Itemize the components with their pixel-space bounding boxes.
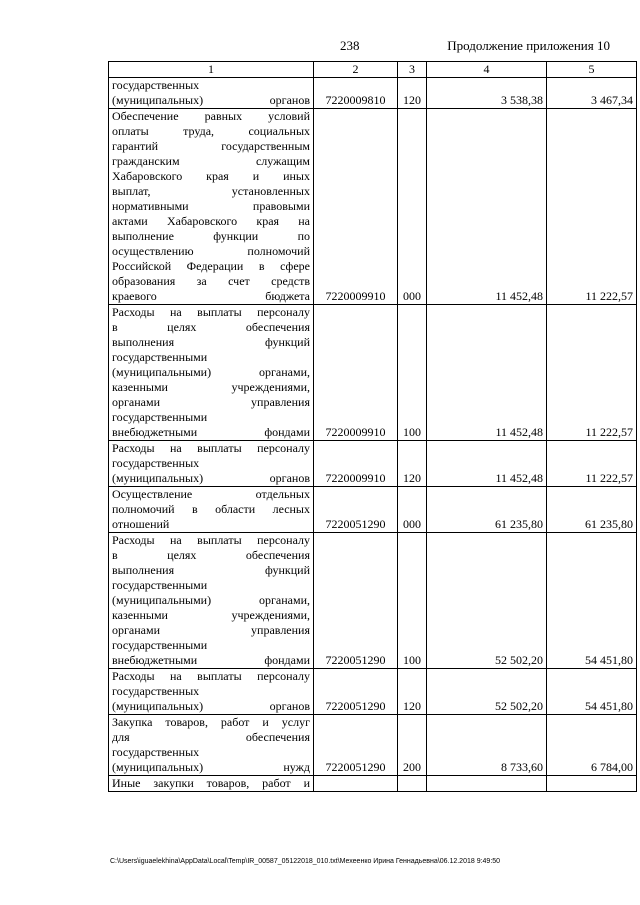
row-name-cell [109,441,314,487]
target-article-code: 7220051290 [314,533,398,669]
row-name-line: государственных [112,78,200,92]
expense-type-code: 100 [398,533,427,669]
row-name-line: актами Хабаровского края на [112,214,310,228]
row-name-line: Расходы на выплаты персоналу [112,441,310,455]
target-article-code: 7220051290 [314,487,398,533]
table-row [109,441,637,487]
page-number: 238 [340,38,360,53]
row-name-line: гражданским служащим [112,154,310,168]
row-name-line: оплаты труда, социальных [112,124,310,138]
amount-year-2: 3 467,34 [547,78,637,109]
column-header: 1 [109,62,314,78]
amount-year-2 [547,776,637,792]
row-name-line: (муниципальных) органов [112,471,310,485]
amount-year-1: 11 452,48 [427,441,547,487]
amount-year-1: 3 538,38 [427,78,547,109]
table-row [109,669,637,715]
appendix-title: Продолжение приложения 10 [447,38,610,53]
target-article-code: 7220009910 [314,109,398,305]
file-path-footer: C:\Users\iguaelekhina\AppData\Local\Temp\IR_00587_05122018_010.txt\Мехеенко Ирина Геннадьевна\06.12.2018 9:49:50 [110,858,501,865]
row-name-line: Российской Федерации в сфере [112,259,310,273]
row-name-line: полномочий в области лесных [112,502,310,516]
row-name-cell [109,715,314,776]
expense-type-code: 120 [398,78,427,109]
row-name-line: органами управления [112,623,310,637]
table-header-row [109,62,637,78]
row-name-cell [109,669,314,715]
row-name-line: для обеспечения [112,730,310,744]
row-name-cell [109,78,314,109]
row-name-cell [109,533,314,669]
row-name-line: казенными учреждениями, [112,380,310,394]
amount-year-2: 54 451,80 [547,533,637,669]
table-row [109,715,637,776]
expense-type-code: 120 [398,669,427,715]
row-name-line: в целях обеспечения [112,320,310,334]
table-body [109,78,637,792]
table-row [109,305,637,441]
row-name-line: выполнения функций [112,335,310,349]
row-name-cell [109,776,314,792]
row-name-line: гарантий государственным [112,139,310,153]
row-name-line: Хабаровского края и иных [112,169,310,183]
row-name-line: казенными учреждениями, [112,608,310,622]
row-name-cell [109,487,314,533]
expense-type-code: 100 [398,305,427,441]
amount-year-1: 11 452,48 [427,109,547,305]
row-name-line: Осуществление отдельных [112,487,310,501]
amount-year-2: 11 222,57 [547,305,637,441]
row-name-line: Обеспечение равных условий [112,109,310,123]
budget-table [108,61,637,792]
column-header: 3 [398,62,427,78]
row-name-cell [109,109,314,305]
amount-year-2: 54 451,80 [547,669,637,715]
amount-year-1: 61 235,80 [427,487,547,533]
amount-year-2: 11 222,57 [547,109,637,305]
row-name-line: выполнения функций [112,563,310,577]
row-name-line: осуществлению полномочий [112,244,310,258]
row-name-line: (муниципальных) органов [112,93,310,107]
amount-year-1: 8 733,60 [427,715,547,776]
amount-year-2: 61 235,80 [547,487,637,533]
amount-year-2: 6 784,00 [547,715,637,776]
table-row [109,487,637,533]
row-name-line: государственными [112,578,208,592]
row-name-line: краевого бюджета [112,289,310,303]
row-name-line: внебюджетными фондами [112,653,310,667]
row-name-line: государственных [112,456,200,470]
row-name-line: внебюджетными фондами [112,425,310,439]
table-row [109,78,637,109]
row-name-line: (муниципальными) органами, [112,593,310,607]
column-header: 4 [427,62,547,78]
row-name-line: образования за счет средств [112,274,310,288]
amount-year-1 [427,776,547,792]
row-name-line: Иные закупки товаров, работ и [112,776,310,790]
amount-year-1: 52 502,20 [427,669,547,715]
row-name-line: выполнение функции по [112,229,310,243]
target-article-code: 7220051290 [314,715,398,776]
table-row [109,533,637,669]
amount-year-1: 11 452,48 [427,305,547,441]
row-name-line: нормативными правовыми [112,199,310,213]
column-header: 2 [314,62,398,78]
expense-type-code: 000 [398,109,427,305]
row-name-line: (муниципальными) органами, [112,365,310,379]
row-name-line: (муниципальных) органов [112,699,310,713]
row-name-line: отношений [112,517,170,531]
amount-year-2: 11 222,57 [547,441,637,487]
row-name-line: выплат, установленных [112,184,310,198]
row-name-line: государственными [112,350,208,364]
row-name-line: Расходы на выплаты персоналу [112,533,310,547]
row-name-line: Расходы на выплаты персоналу [112,305,310,319]
row-name-line: Закупка товаров, работ и услуг [112,715,310,729]
row-name-line: Расходы на выплаты персоналу [112,669,310,683]
target-article-code: 7220051290 [314,669,398,715]
target-article-code [314,776,398,792]
target-article-code: 7220009910 [314,441,398,487]
row-name-line: органами управления [112,395,310,409]
expense-type-code: 200 [398,715,427,776]
row-name-line: (муниципальных) нужд [112,760,310,774]
column-header: 5 [547,62,637,78]
table-row [109,109,637,305]
row-name-cell [109,305,314,441]
expense-type-code: 120 [398,441,427,487]
target-article-code: 7220009910 [314,305,398,441]
row-name-line: государственных [112,745,200,759]
target-article-code: 7220009810 [314,78,398,109]
amount-year-1: 52 502,20 [427,533,547,669]
expense-type-code [398,776,427,792]
row-name-line: в целях обеспечения [112,548,310,562]
row-name-line: государственных [112,684,200,698]
row-name-line: государственными [112,410,208,424]
table-row [109,776,637,792]
expense-type-code: 000 [398,487,427,533]
row-name-line: государственными [112,638,208,652]
